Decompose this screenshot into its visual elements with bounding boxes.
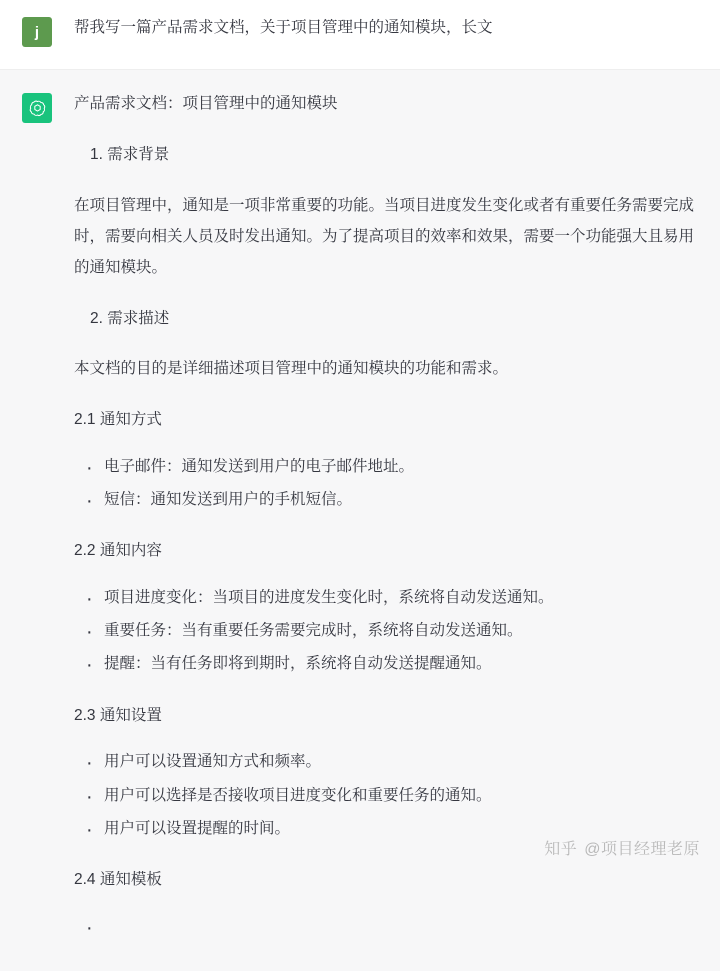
user-avatar-icon — [22, 17, 52, 47]
list-item: · 用户可以设置提醒的时间。 — [82, 815, 696, 842]
user-message-body — [74, 16, 696, 40]
section-paragraph-1: 在项目管理中，通知是一项非常重要的功能。当项目进度发生变化或者有重要任务需要完成时，需要向相关人员及时发出通知。为了提高项目的效率和效果，需要一个功能强大且易用的通知模块。 — [74, 196, 695, 276]
document-title: 产品需求文档：项目管理中的通知模块 — [74, 95, 338, 112]
subsection-list-2-2 — [74, 584, 696, 677]
list-item: · 重要任务：当有重要任务需要完成时，系统将自动发送通知。 — [82, 617, 696, 644]
assistant-message-body — [74, 92, 696, 961]
list-item: · 用户可以设置通知方式和频率。 — [82, 748, 696, 775]
user-message-text: 帮我写一篇产品需求文档，关于项目管理中的通知模块，长文 — [74, 19, 493, 36]
section-heading-2: 2. 需求描述 — [90, 309, 170, 327]
watermark — [544, 836, 700, 859]
message-row-user — [0, 0, 720, 70]
watermark-platform: 知乎 — [544, 841, 578, 858]
subsection-list-2-4 — [74, 913, 696, 935]
list-item: · 用户可以选择是否接收项目进度变化和重要任务的通知。 — [82, 782, 696, 809]
list-item: · 短信：通知发送到用户的手机短信。 — [82, 486, 696, 513]
subsection-list-2-1 — [74, 453, 696, 513]
user-avatar-letter: j — [34, 23, 40, 41]
subsection-heading-2-3: 2.3 通知设置 — [74, 706, 162, 724]
list-item: · 项目进度变化：当项目的进度发生变化时，系统将自动发送通知。 — [82, 584, 696, 611]
openai-logo-icon — [22, 93, 52, 123]
list-item — [82, 913, 696, 935]
subsection-heading-2-4: 2.4 通知模板 — [74, 870, 162, 888]
section-heading-1: 1. 需求背景 — [90, 145, 170, 163]
subsection-heading-2-2: 2.2 通知内容 — [74, 542, 162, 560]
subsection-list-2-3 — [74, 748, 696, 841]
subsection-heading-2-1: 2.1 通知方式 — [74, 411, 162, 429]
list-item: · 提醒：当有任务即将到期时，系统将自动发送提醒通知。 — [82, 650, 696, 677]
watermark-handle: @项目经理老原 — [584, 841, 700, 858]
list-item: · 电子邮件：通知发送到用户的电子邮件地址。 — [82, 453, 696, 480]
section-paragraph-2: 本文档的目的是详细描述项目管理中的通知模块的功能和需求。 — [74, 360, 509, 378]
